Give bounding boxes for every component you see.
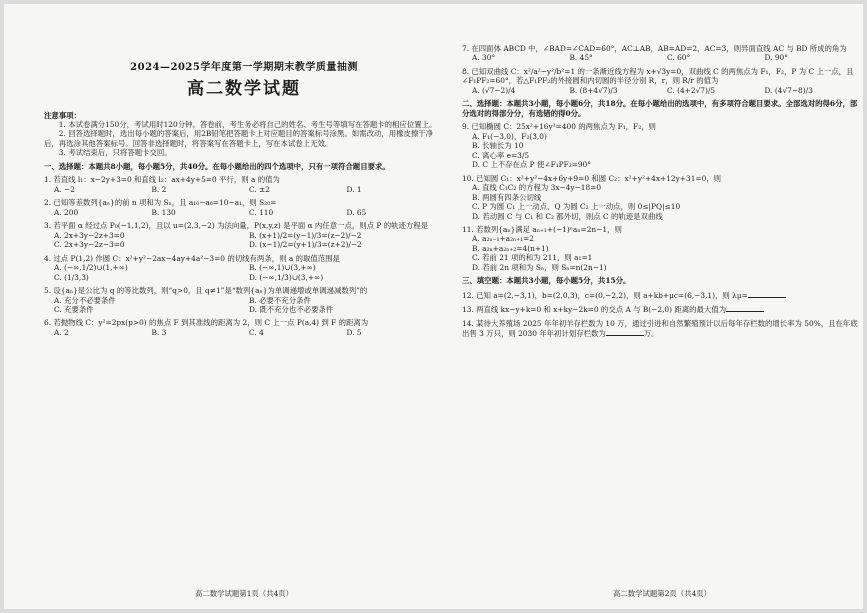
- option: C. 4: [249, 327, 264, 337]
- question-3: 3. 若平面 α 经过点 P₀(−1,1,2)，且以 u=(2,3,−2) 为法向量，P(x,y,z) 是平面 α 内任意一点，则点 P 的轨迹方程是: [44, 221, 429, 231]
- notice-item: 3. 考试结束后，只将答题卡交回。: [58, 148, 172, 158]
- option: C. (4+2√7)/5: [667, 85, 716, 95]
- answer-blank: [606, 328, 644, 336]
- option: B. a₂ₙ+a₂ₙ₊₂=4(n+1): [472, 243, 549, 253]
- option: A. −2: [54, 184, 75, 194]
- exam-year-heading: 2024—2025学年度第一学期期末教学质量抽测: [130, 62, 358, 73]
- option: A. (√7−2)/4: [472, 85, 516, 95]
- answer-blank: [748, 290, 786, 298]
- page-1: [44, 4, 444, 609]
- option: B. 两圆有四条公切线: [472, 192, 542, 202]
- option: D. 5: [346, 327, 362, 337]
- question-14: [462, 319, 862, 339]
- option: B. 130: [151, 207, 176, 217]
- question-5-options-row1: [44, 296, 444, 305]
- option: B. (x+1)/2=(y−1)/3=(z−2)/−2: [249, 230, 362, 240]
- question-8-options: [462, 86, 862, 95]
- notice-heading: 注意事项：: [44, 110, 81, 120]
- question-10: 10. 已知圆 C₁：x²+y²−4x+6y+9=0 和圆 C₂：x²+y²+4x+12y+31=0，则: [462, 173, 722, 183]
- question-12-text: 12. 已知 a=(2,−3,1)，b=(2,0,3)，c=(0,−2,2)，则 a+kb+μc=(6,−3,1)，则 λμ=: [462, 290, 748, 300]
- section-2-heading: 二、选择题：本题共3小题，每小题6分，共18分。在每小题给出的选项中，有多项符合题目要求。全部选对的得6分，部分选对的得部分分，有选错的得0分。: [462, 99, 858, 118]
- question-3-options-row1: [44, 231, 444, 240]
- question-13: [462, 304, 862, 314]
- question-6-options: [44, 328, 444, 337]
- option: A. a₂ₙ₋₁+a₂ₙ₊₁=2: [472, 234, 534, 244]
- answer-blank: [726, 304, 764, 312]
- option: B. 3: [151, 327, 167, 337]
- option: C. 若前 21 项的和为 211，则 a₁=1: [472, 253, 593, 263]
- page-2-footer: 高二数学试题第2页（共4页）: [612, 589, 712, 598]
- option: D. 90°: [764, 53, 788, 63]
- option: B. 长轴长为 10: [472, 141, 524, 151]
- question-1-options: [44, 185, 444, 194]
- option: C. ±2: [249, 184, 270, 194]
- option: A. F₁(−3,0)，F₂(3,0): [472, 131, 547, 141]
- option: C. 离心率 e=3/5: [472, 150, 530, 160]
- option: C. P 为圆 C₁ 上一动点，Q 为圆 C₂ 上一动点，则 0≤|PQ|≤10: [472, 202, 681, 212]
- option: C. 2x+3y−2z−3=0: [54, 240, 125, 250]
- notice-item: 1. 本试卷满分150分，考试用时120分钟。答卷前，考生务必将自己的姓名、考生号等填写在答题卡的相应位置上。: [58, 120, 437, 130]
- option: D. (4√7−8)/3: [764, 85, 813, 95]
- notice-item: 2. 回答选择题时，选出每小题的答案后，用2B铅笔把答题卡上对应题目的答案标号涂黑。如需改动，用橡皮擦干净后，再选涂其他答案标号。回答非选择题时，将答案写在答题卡上，写在本试卷上无效。: [44, 129, 434, 148]
- option: C. 110: [249, 207, 274, 217]
- question-14-unit: 万。: [643, 329, 659, 339]
- option: C. 充要条件: [54, 304, 94, 314]
- option: B. 45°: [569, 53, 593, 63]
- question-9: 9. 已知椭圆 C：25x²+16y²=400 的两焦点为 F₁，F₂，则: [462, 122, 656, 132]
- question-7-options: [462, 53, 862, 62]
- page-1-footer: 高二数学试题第1页（共4页）: [194, 589, 294, 598]
- option: C. (1/3,3): [54, 272, 89, 282]
- option: B. (−∞,1)∪(3,+∞): [249, 263, 316, 273]
- question-5-options-row2: [44, 305, 444, 314]
- option: D. (−∞,1/3)∪(3,+∞): [249, 272, 324, 282]
- option: D. 若前 2n 项和为 Sₙ，则 Sₙ=n(2n−1): [472, 262, 607, 272]
- option: D. 若动圆 C 与 C₁ 和 C₂ 都外切，则点 C 的轨迹是双曲线: [472, 211, 663, 221]
- question-7: 7. 在四面体 ABCD 中，∠BAD=∠CAD=60°，AC⊥AB，AB=AD=2，AC=3，则异面直线 AC 与 BD 所成的角为: [462, 44, 847, 53]
- option: C. 60°: [667, 53, 691, 63]
- question-13-text: 13. 两直线 kx−y+k=0 和 x+ky−2k=0 的交点 A 与 B(−2,0) 距离的最大值为: [462, 305, 727, 315]
- question-3-options-row2: [44, 240, 444, 249]
- question-2: 2. 已知等差数列{aₙ}的前 n 项和为 Sₙ，且 a₁₀−a₆=10−a₁，则 S₂₀=: [44, 198, 277, 208]
- option: A. 直线 C₁C₂ 的方程为 3x−4y−18=0: [472, 183, 602, 193]
- question-8: 8. 已知双曲线 C：x²/a²−y²/b²=1 的一条渐近线方程为 x+√3y=0，双曲线 C 的两焦点为 F₁，F₂，P 为 C 上一点，且∠F₁PF₂=60°，若△F₁PF₂的外接圆和内切圆的半径分别 R，r，则 R/r 的值为: [462, 66, 854, 86]
- question-5: 5. 设{aₙ}是公比为 q 的等比数列，则“q>0，且 q≠1”是“数列{aₙ}为单调递增或单调递减数列”的: [44, 286, 368, 296]
- option: B. 2: [151, 184, 167, 194]
- option: A. 2: [54, 327, 69, 337]
- option: A. 充分不必要条件: [54, 295, 116, 305]
- option: B. (8+4√7)/3: [569, 85, 618, 95]
- question-11: 11. 若数列{aₙ}满足 aₙ₊₁+(−1)ⁿaₙ=2n−1，则: [462, 224, 622, 234]
- question-4-options-row1: [44, 263, 444, 272]
- option: B. 必要不充分条件: [249, 295, 311, 305]
- option: D. 1: [346, 184, 362, 194]
- question-4-options-row2: [44, 273, 444, 282]
- option: D. 既不充分也不必要条件: [249, 304, 334, 314]
- option: D. (x−1)/2=(y+1)/3=(z+2)/−2: [249, 240, 362, 250]
- section-1-heading: 一、选择题：本题共8小题，每小题5分，共40分。在每小题给出的四个选项中，只有一项符合题目要求。: [44, 161, 390, 171]
- option: A. 30°: [472, 53, 496, 63]
- exam-title: 高二数学试题: [187, 78, 301, 99]
- question-12: [462, 290, 862, 300]
- option: D. C 上不存在点 P 使∠F₁PF₂=90°: [472, 160, 592, 170]
- question-6: 6. 若抛物线 C：y²=2px(p>0) 的焦点 F 到其准线的距离为 2，则 C 上一点 P(a,4) 到 F 的距离为: [44, 318, 369, 328]
- option: A. (−∞,1/2)∪(1,+∞): [54, 263, 128, 273]
- option: D. 65: [346, 207, 367, 217]
- page-2: [462, 4, 862, 609]
- question-4: 4. 过点 P(1,2) 作圆 C：x²+y²−2ax−4ay+4a²−3=0 的切线有两条，则 a 的取值范围是: [44, 253, 340, 263]
- question-1: 1. 若直线 l₁：x−2y+3=0 和直线 l₂：ax+4y+5=0 平行，则 a 的值为: [44, 175, 280, 185]
- question-2-options: [44, 208, 444, 217]
- exam-sheet: [4, 4, 863, 609]
- option: A. 200: [54, 207, 79, 217]
- question-14-text: 14. 某待大养殖场 2025 年年初羊存栏数为 10 万，通过引进和自然繁殖预计以后每年存栏数的增长率为 50%，且在年底出售 3 万只，则 2030 年年初计划存栏数为: [462, 318, 858, 339]
- section-3-heading: 三、填空题：本题共3小题，每小题5分，共15分。: [462, 276, 631, 286]
- option: A. 2x+3y−2z+3=0: [54, 230, 125, 240]
